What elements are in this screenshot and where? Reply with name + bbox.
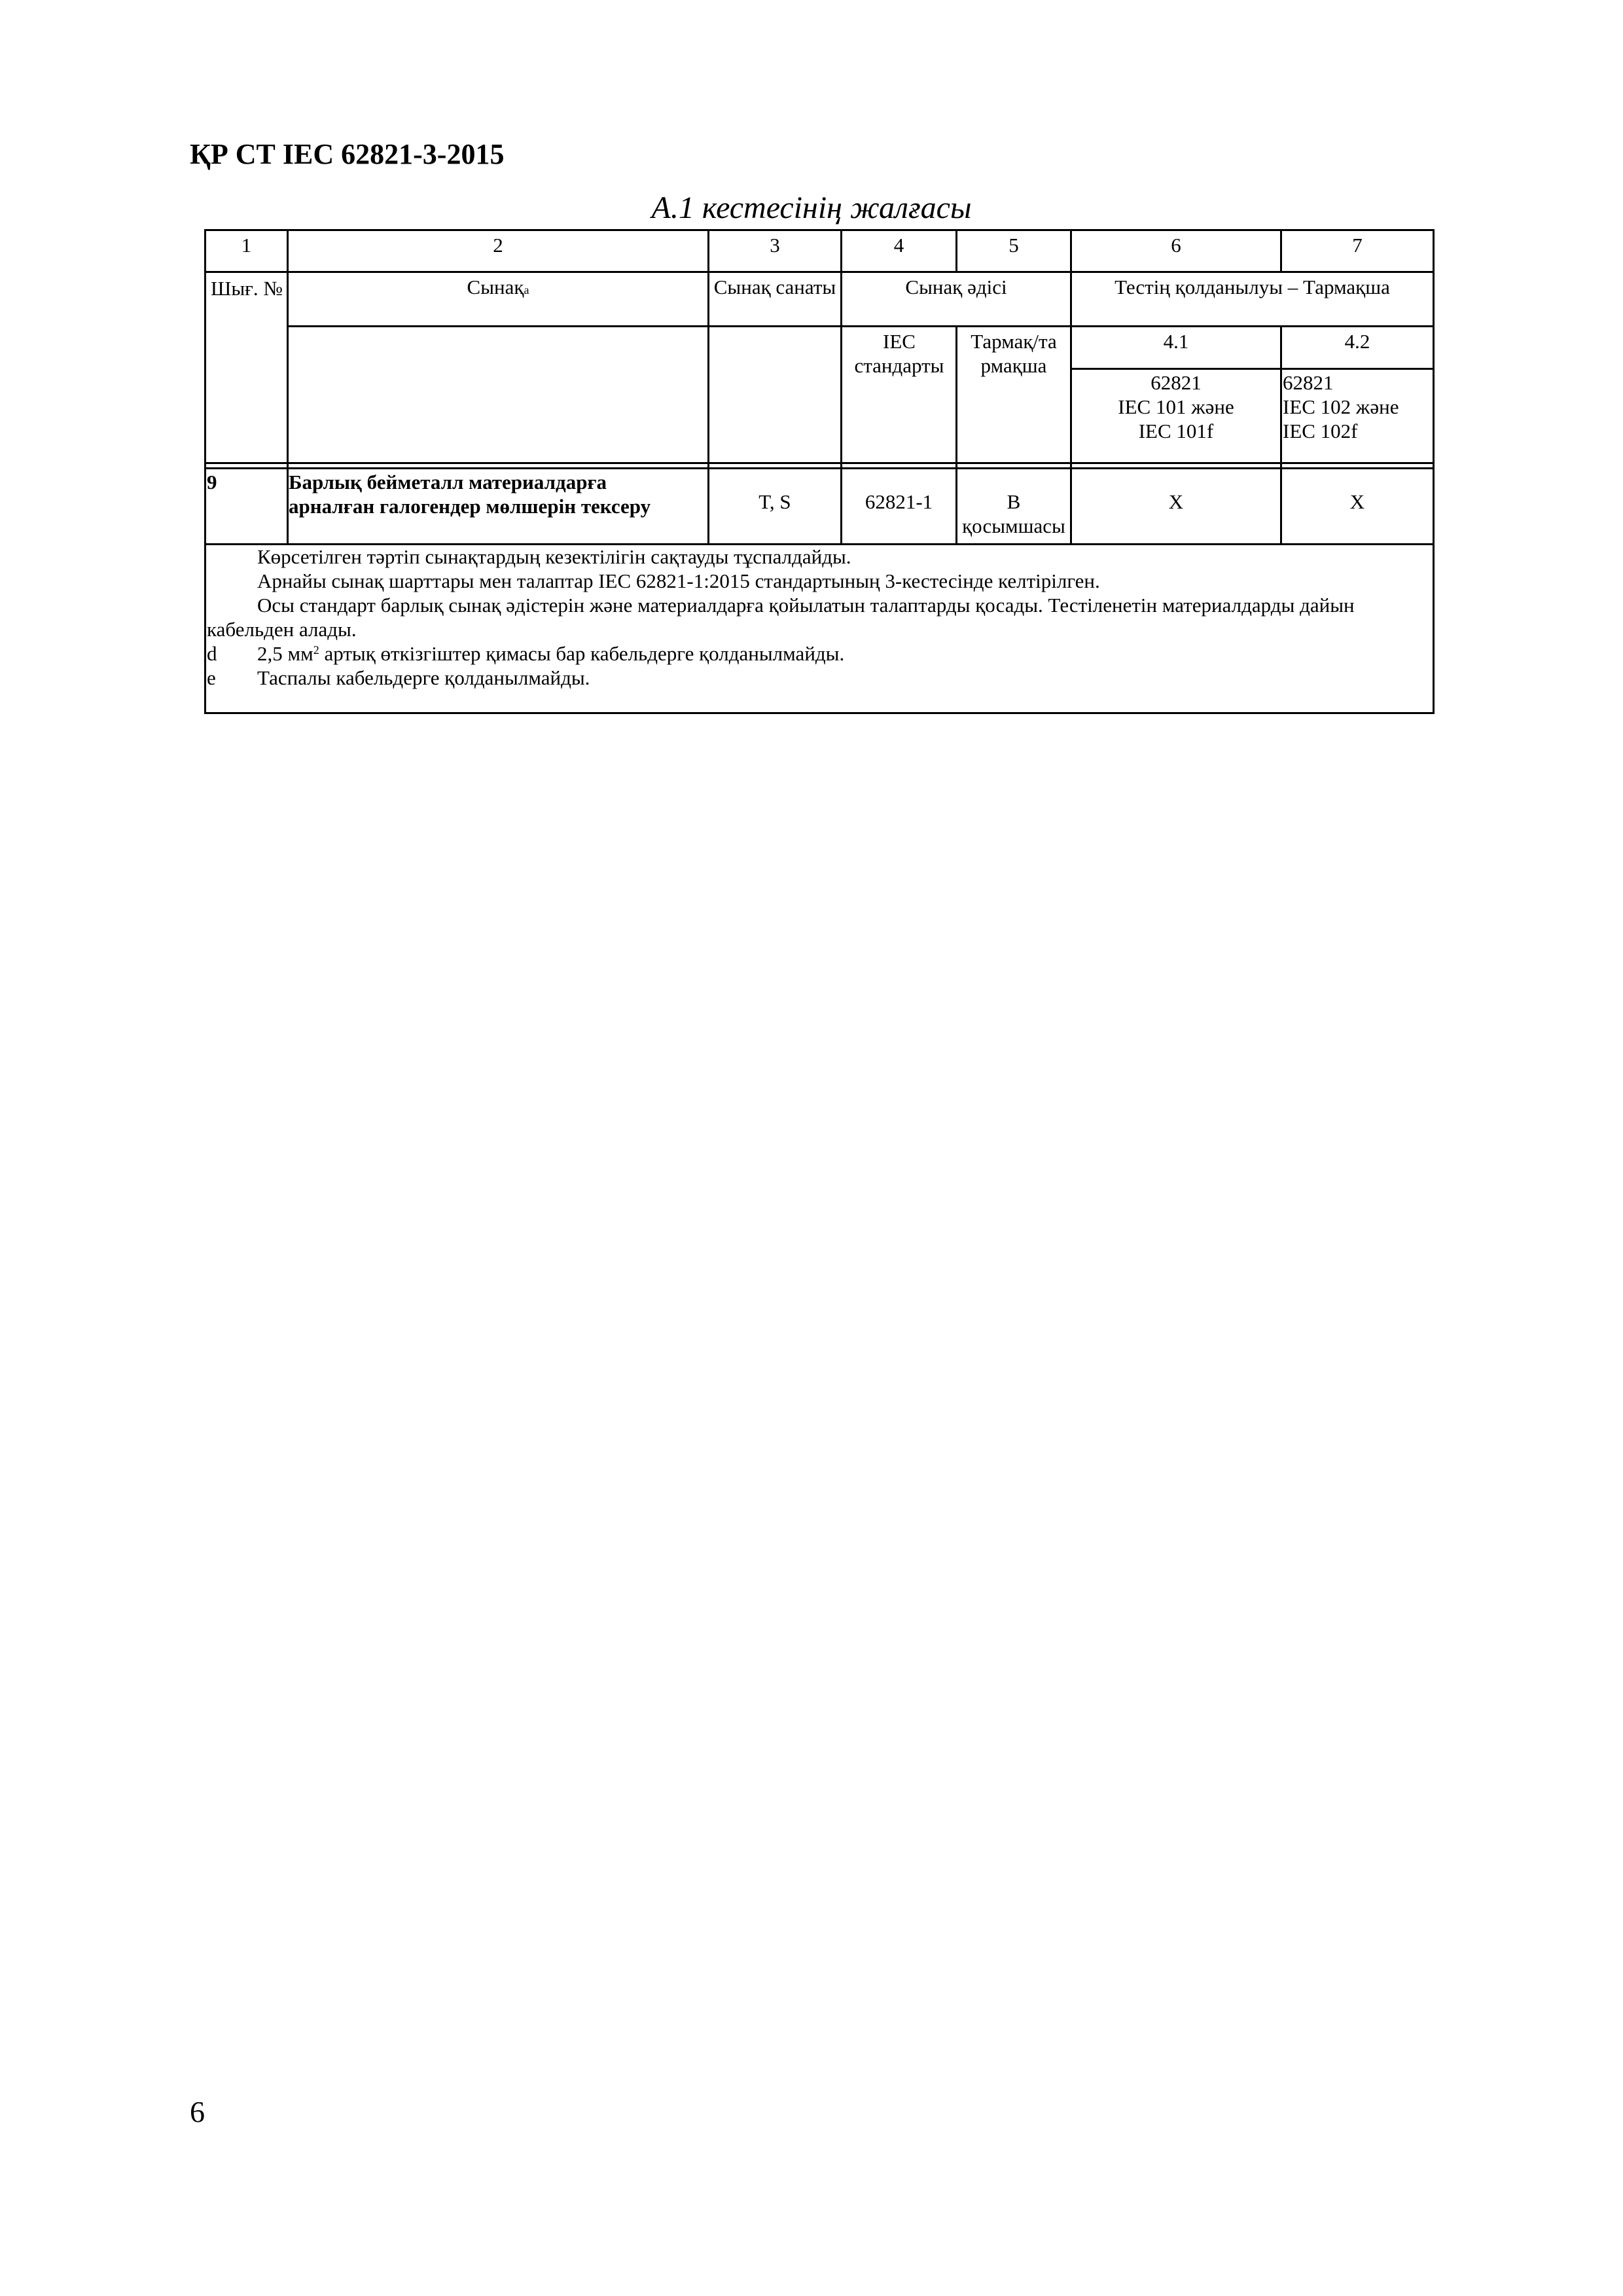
footnote-d-superscript: 2	[313, 643, 319, 656]
row-clause: В қосымшасы	[962, 490, 1065, 537]
header-test-label: Сынақ	[467, 276, 524, 298]
col-number-3: 3	[770, 234, 780, 257]
header-test	[289, 275, 707, 302]
header-clause-4-2: 4.2	[1344, 330, 1370, 353]
footnote-a-text: Көрсетілген тәртіп сынақтардың кезектілігін сақтауды тұспалдайды.	[257, 545, 851, 568]
col-number-1: 1	[241, 234, 252, 257]
footnote-d-mark: d	[207, 642, 217, 665]
col-number-6: 6	[1171, 234, 1181, 257]
footnote-a	[207, 545, 1432, 569]
header-iec-standard: IEC стандарты	[854, 330, 944, 377]
document-code: ҚР СТ IEC 62821-3-2015	[190, 138, 505, 170]
row-category: T, S	[758, 490, 791, 513]
header-cable-4-2	[1283, 370, 1432, 443]
table-footnotes	[207, 545, 1432, 690]
footnote-d	[207, 641, 1432, 666]
footnote-e-mark: e	[207, 666, 216, 689]
cable-4-2-line-1: 62821	[1283, 371, 1334, 394]
cable-4-1-line-2: IEC 101 және	[1118, 395, 1234, 418]
row-test-line-2: арналған галогендер мөлшерін тексеру	[289, 495, 651, 518]
header-method: Сынақ әдісі	[905, 276, 1007, 298]
col-number-4: 4	[893, 234, 904, 257]
footnote-c-continuation	[207, 617, 1432, 641]
header-applicability: Тестің қолданылуы – Тармақша	[1115, 276, 1390, 298]
cable-4-1-line-1: 62821	[1150, 371, 1202, 394]
header-clause: Тармақ/тармақша	[971, 330, 1057, 377]
footnote-c-text-1: Осы стандарт барлық сынақ әдістерін және материалдарға қойылатын талаптарды қосады. Тестіленетін материалдарды дайын	[257, 594, 1355, 617]
header-category: Сынақ санаты	[713, 276, 836, 298]
footnote-b-text: Арнайы сынақ шарттары мен талаптар IEC 62821-1:2015 стандартының 3-кестесінде келтірілген.	[257, 569, 1100, 592]
footnote-d-text-pre: 2,5 мм	[257, 642, 313, 665]
header-cable-4-1	[1072, 370, 1280, 443]
cable-4-2-line-3: IEC 102f	[1283, 420, 1358, 442]
footnote-c-text-2: кабельден алады.	[207, 618, 357, 641]
row-standard: 62821-1	[865, 490, 933, 513]
row-test	[289, 470, 707, 518]
row-no: 9	[207, 471, 217, 493]
row-col7: X	[1349, 490, 1365, 513]
col-number-5: 5	[1008, 234, 1019, 257]
header-test-footnote: a	[524, 283, 529, 296]
col-number-7: 7	[1352, 234, 1363, 257]
footnote-b	[207, 569, 1432, 593]
cable-4-1-line-3: IEC 101f	[1138, 420, 1214, 442]
footnote-c	[207, 593, 1432, 617]
col-number-2: 2	[493, 234, 503, 257]
row-col6: X	[1168, 490, 1184, 513]
footnote-e-text: Таспалы кабельдерге қолданылмайды.	[257, 666, 590, 689]
header-clause-4-1: 4.1	[1163, 330, 1189, 353]
footnote-e	[207, 666, 1432, 690]
table-title: А.1 кестесінің жалғасы	[651, 190, 972, 225]
cable-4-2-line-2: IEC 102 және	[1283, 395, 1399, 418]
page-number: 6	[190, 2095, 205, 2128]
footnote-d-text	[257, 641, 844, 669]
row-test-line-1: Барлық бейметалл материалдарға	[289, 471, 607, 493]
header-no: Шығ. №	[211, 277, 283, 300]
footnote-d-text-post: артық өткізгіштер қимасы бар кабельдерге қолданылмайды.	[319, 642, 845, 665]
